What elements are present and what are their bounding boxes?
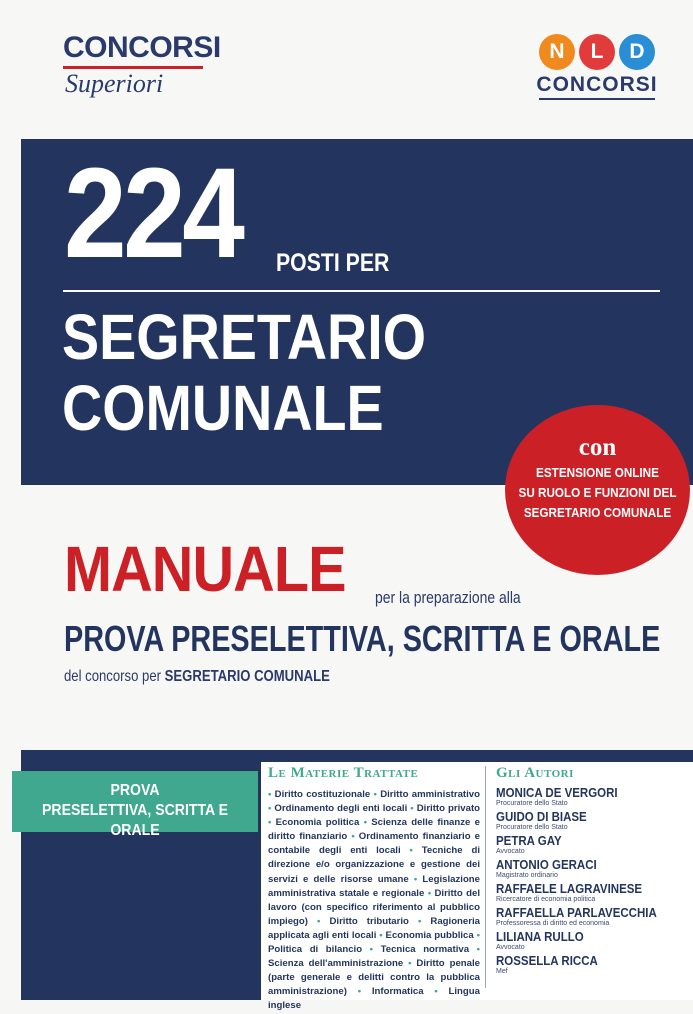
materie-bullet: • [376, 929, 386, 941]
author-entry [496, 786, 686, 808]
materie-item: Diritto del lavoro (con specifico riferimento al pubblico impiego) [268, 887, 480, 927]
author-entry [496, 954, 686, 976]
materie-bullet: • [346, 986, 372, 998]
materie-bullet: • [268, 789, 275, 800]
materie-item: Legislazione amministrativa statale e regionale [268, 873, 480, 899]
author-entry [496, 858, 686, 880]
publisher-logo-right [533, 34, 661, 100]
materie-list [268, 788, 480, 1014]
materie-bullet: • [423, 986, 449, 998]
logo-letter-n: N [539, 34, 575, 70]
author-role: Magistrato ordinario [496, 872, 558, 879]
materie-bullet: • [307, 915, 330, 927]
materie-item: Tecniche di direzione e/o organizzazione e gestione dei servizi e delle risorse umane [268, 845, 480, 885]
author-name: ROSSELLA RICCA [496, 954, 598, 968]
materie-bullet: • [408, 915, 431, 927]
logo-letter-l: L [579, 34, 615, 70]
logo-letter-d: D [619, 34, 655, 70]
per-la-preparazione: per la preparazione alla [375, 588, 521, 607]
materie-item: Ordinamento degli enti locali [274, 803, 408, 815]
badge-line1: ESTENSIONE ONLINE [536, 465, 659, 480]
materie-item: Diritto amministrativo [380, 789, 480, 800]
prova-tag [12, 771, 258, 839]
materie-bullet: • [403, 958, 417, 970]
title-line2: COMUNALE [62, 372, 384, 444]
title-line1: SEGRETARIO [62, 301, 427, 373]
nld-logo-icon [533, 34, 661, 70]
materie-bullet: • [473, 929, 480, 941]
materie-item: Politica di bilancio [268, 944, 363, 956]
online-extension-badge [505, 405, 690, 575]
materie-bullet: • [359, 817, 372, 829]
badge-con: con [578, 434, 617, 461]
materie-bullet: • [407, 803, 417, 815]
materie-item: Ordinamento finanziario e contabile degli enti locali [268, 831, 480, 857]
publisher-right-underline [539, 98, 655, 100]
del-concorso-line [64, 668, 330, 686]
prova-title: PROVA PRESELETTIVA, SCRITTA E ORALE [64, 618, 661, 659]
materie-bullet: • [408, 873, 423, 885]
prova-tag-line2: PRESELETTIVA, SCRITTA E ORALE [42, 802, 228, 839]
manuale-title: MANUALE [64, 533, 346, 605]
author-role: Ricercatore di economia politica [496, 896, 596, 903]
publisher-name-line1: CONCORSI [63, 31, 221, 64]
publisher-right-name: CONCORSI [536, 73, 658, 96]
author-name: PETRA GAY [496, 834, 562, 848]
materie-bullet: • [370, 789, 381, 800]
author-entry [496, 834, 686, 856]
materie-item: Economia politica [275, 817, 360, 829]
author-role: Avvocato [496, 848, 525, 855]
del-concorso-bold: SEGRETARIO COMUNALE [164, 668, 330, 685]
author-name: ANTONIO GERACI [496, 858, 597, 872]
materie-item: Scienza dell'amministrazione [268, 958, 404, 970]
posti-per-label: POSTI PER [276, 249, 390, 277]
author-name: MONICA DE VERGORI [496, 786, 618, 800]
materie-item: Diritto tributario [329, 915, 409, 927]
del-concorso-prefix: del concorso per [64, 668, 162, 685]
materie-bullet: • [400, 845, 422, 857]
publisher-name-line2: Superiori [65, 69, 164, 98]
materie-column [268, 764, 480, 1014]
column-divider [485, 766, 486, 988]
materie-item: Informatica [371, 986, 424, 998]
badge-line3: SEGRETARIO COMUNALE [523, 505, 672, 520]
author-name: RAFFAELLA PARLAVECCHIA [496, 906, 657, 920]
materie-heading: Le Materie Trattate [268, 765, 419, 781]
materie-item: Tecnica normativa [380, 944, 470, 956]
materie-bullet: • [424, 887, 435, 899]
badge-line2: SU RUOLO E FUNZIONI DEL [518, 485, 677, 500]
materie-item: Scienza delle finanze e diritto finanziario [268, 817, 480, 843]
materie-bullet: • [268, 803, 275, 815]
materie-bullet: • [469, 944, 480, 956]
materie-bullet: • [268, 817, 276, 829]
author-entry [496, 906, 686, 928]
publisher-logo-left [63, 33, 221, 97]
materie-item: Diritto penale (parte generale e delitti contro la pubblica amministrazione) [268, 958, 480, 998]
author-entry [496, 810, 686, 832]
author-entry [496, 882, 686, 904]
author-name: GUIDO DI BIASE [496, 810, 587, 824]
author-name: LILIANA RULLO [496, 930, 584, 944]
materie-bullet: • [347, 831, 359, 843]
author-role: Mef [496, 968, 508, 975]
materie-item: Diritto privato [416, 803, 480, 815]
author-role: Professoressa di diritto ed economia [496, 920, 610, 927]
title-divider [63, 290, 660, 292]
materie-item: Lingua inglese [268, 986, 480, 1012]
author-name: RAFFAELE LAGRAVINESE [496, 882, 643, 896]
author-entry [496, 930, 686, 952]
materie-item: Economia pubblica [385, 929, 474, 941]
materie-item: Diritto costituzionale [274, 789, 371, 800]
prova-tag-line1: PROVA [110, 782, 160, 799]
author-role: Procuratore dello Stato [496, 800, 568, 807]
autori-column [496, 764, 686, 976]
materie-bullet: • [362, 944, 381, 956]
author-role: Procuratore dello Stato [496, 824, 568, 831]
materie-item: Ragioneria applicata agli enti locali [268, 915, 480, 941]
autori-list [496, 786, 686, 976]
author-role: Avvocato [496, 944, 525, 951]
autori-heading: Gli Autori [496, 765, 574, 781]
posti-count: 224 [64, 142, 242, 285]
